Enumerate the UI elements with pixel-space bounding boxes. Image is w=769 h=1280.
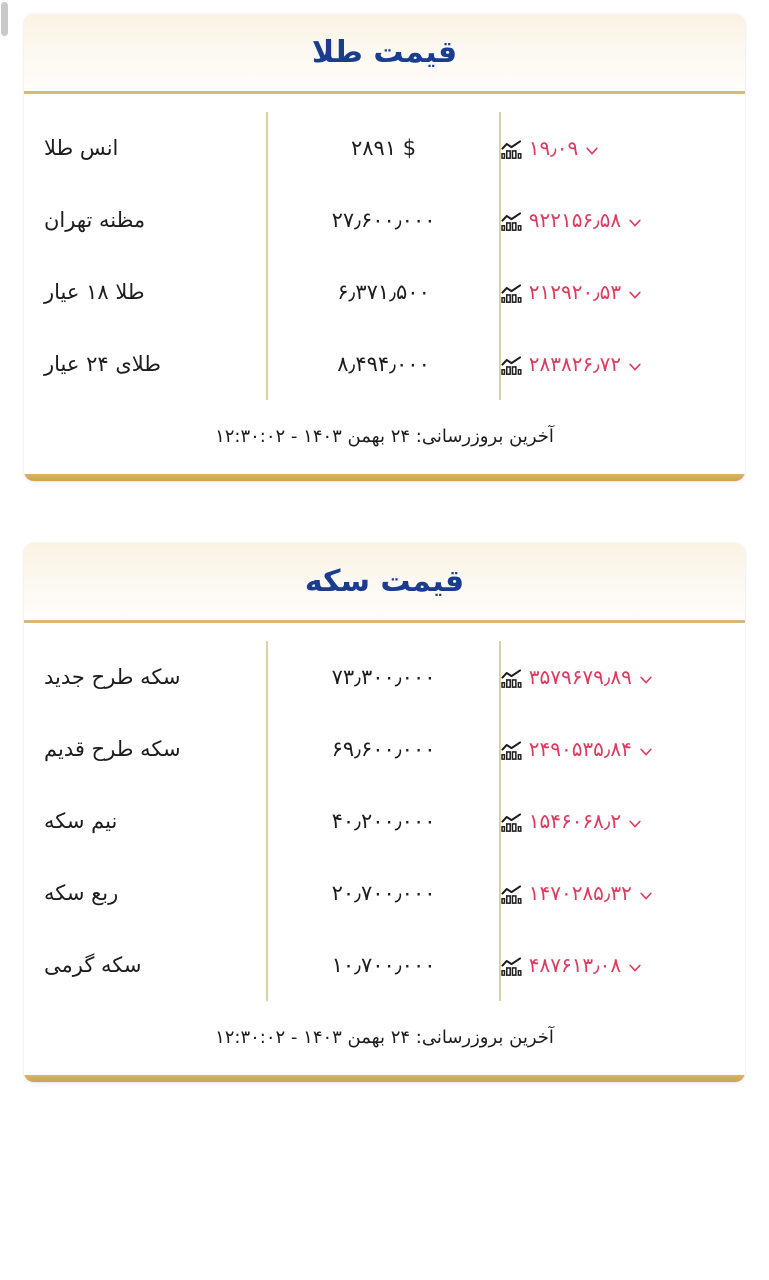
item-name-cell <box>24 184 267 256</box>
card-header <box>24 14 745 94</box>
change-cell[interactable] <box>500 929 745 1001</box>
change-cell[interactable] <box>500 112 745 184</box>
price-value: ۴۰٫۲۰۰٫۰۰۰ <box>331 809 436 833</box>
chevron-down-icon[interactable] <box>639 744 653 758</box>
change-value: ۱۹٫۰۹ <box>528 136 579 160</box>
bar-chart-trend-icon[interactable] <box>501 885 522 904</box>
item-name-cell <box>24 328 267 400</box>
price-cell <box>267 184 499 256</box>
item-name-cell <box>24 785 267 857</box>
table-row[interactable] <box>24 112 745 184</box>
page-title: قیمت سکه <box>304 564 465 599</box>
item-name: سکه گرمی <box>44 953 142 977</box>
change-cell[interactable] <box>500 256 745 328</box>
price-value: ۱۰٫۷۰۰٫۰۰۰ <box>331 953 436 977</box>
price-value: ۲۸۹۱ $ <box>350 136 417 160</box>
price-cell <box>267 328 499 400</box>
bar-chart-trend-icon[interactable] <box>501 140 522 159</box>
change-cell[interactable] <box>500 184 745 256</box>
change-value: ۲۱۲۹۲۰٫۵۳ <box>528 280 622 304</box>
price-cell <box>267 713 499 785</box>
chevron-down-icon[interactable] <box>628 359 642 373</box>
bar-chart-trend-icon[interactable] <box>501 669 522 688</box>
chevron-down-icon[interactable] <box>585 143 599 157</box>
table-row[interactable] <box>24 184 745 256</box>
chevron-down-icon[interactable] <box>628 816 642 830</box>
price-value: ۶۹٫۶۰۰٫۰۰۰ <box>331 737 436 761</box>
card-body <box>24 623 745 1001</box>
table-row[interactable] <box>24 713 745 785</box>
table-row[interactable] <box>24 929 745 1001</box>
item-name: مظنه تهران <box>44 208 146 232</box>
item-name-cell <box>24 256 267 328</box>
change-value: ۲۸۳۸۲۶٫۷۲ <box>528 352 622 376</box>
item-name: نیم سکه <box>44 809 118 833</box>
price-cell <box>267 112 499 184</box>
price-value: ۲۷٫۶۰۰٫۰۰۰ <box>331 208 436 232</box>
item-name-cell <box>24 929 267 1001</box>
table-row[interactable] <box>24 328 745 400</box>
change-value: ۳۵۷۹۶۷۹٫۸۹ <box>528 665 632 689</box>
bar-chart-trend-icon[interactable] <box>501 957 522 976</box>
scrollbar-thumb[interactable] <box>1 2 8 36</box>
chevron-down-icon[interactable] <box>628 215 642 229</box>
item-name: طلای ۲۴ عیار <box>44 352 162 376</box>
price-cell <box>267 256 499 328</box>
bar-chart-trend-icon[interactable] <box>501 284 522 303</box>
bar-chart-trend-icon[interactable] <box>501 212 522 231</box>
change-cell[interactable] <box>500 641 745 713</box>
price-value: ۷۳٫۳۰۰٫۰۰۰ <box>331 665 436 689</box>
item-name: سکه طرح جدید <box>44 665 181 689</box>
card-header <box>24 543 745 623</box>
item-name: انس طلا <box>44 136 119 160</box>
chevron-down-icon[interactable] <box>628 287 642 301</box>
item-name: طلا ۱۸ عیار <box>44 280 145 304</box>
change-cell[interactable] <box>500 328 745 400</box>
card-footer <box>24 400 745 481</box>
change-value: ۱۵۴۶۰۶۸٫۲ <box>528 809 622 833</box>
price-value: ۲۰٫۷۰۰٫۰۰۰ <box>331 881 436 905</box>
change-value: ۹۲۲۱۵۶٫۵۸ <box>528 208 622 232</box>
item-name-cell <box>24 641 267 713</box>
table-row[interactable] <box>24 857 745 929</box>
price-value: ۶٫۳۷۱٫۵۰۰ <box>337 280 430 304</box>
table-row[interactable] <box>24 256 745 328</box>
change-cell[interactable] <box>500 785 745 857</box>
price-cell <box>267 785 499 857</box>
card-footer <box>24 1001 745 1082</box>
chevron-down-icon[interactable] <box>639 888 653 902</box>
change-cell[interactable] <box>500 713 745 785</box>
table-row[interactable] <box>24 641 745 713</box>
price-cell <box>267 929 499 1001</box>
price-table <box>24 112 745 400</box>
price-card <box>24 543 745 1082</box>
bar-chart-trend-icon[interactable] <box>501 813 522 832</box>
price-cell <box>267 857 499 929</box>
page-scrollbar[interactable] <box>0 0 9 1280</box>
item-name-cell <box>24 857 267 929</box>
price-card <box>24 14 745 481</box>
bar-chart-trend-icon[interactable] <box>501 356 522 375</box>
change-value: ۴۸۷۶۱۳٫۰۸ <box>528 953 622 977</box>
price-cell <box>267 641 499 713</box>
item-name: سکه طرح قدیم <box>44 737 181 761</box>
chevron-down-icon[interactable] <box>639 672 653 686</box>
price-value: ۸٫۴۹۴٫۰۰۰ <box>337 352 430 376</box>
bar-chart-trend-icon[interactable] <box>501 741 522 760</box>
chevron-down-icon[interactable] <box>628 960 642 974</box>
cards-root <box>24 14 745 1082</box>
item-name: ربع سکه <box>44 881 119 905</box>
table-row[interactable] <box>24 785 745 857</box>
change-value: ۱۴۷۰۲۸۵٫۳۲ <box>528 881 632 905</box>
change-cell[interactable] <box>500 857 745 929</box>
price-table <box>24 641 745 1001</box>
change-value: ۲۴۹۰۵۳۵٫۸۴ <box>528 737 632 761</box>
card-body <box>24 94 745 400</box>
last-update-text: آخرین بروزرسانی: ۲۴ بهمن ۱۴۰۳ - ۱۲:۳۰:۰۲ <box>215 1027 554 1048</box>
last-update-text: آخرین بروزرسانی: ۲۴ بهمن ۱۴۰۳ - ۱۲:۳۰:۰۲ <box>215 426 554 447</box>
page-title: قیمت طلا <box>311 35 458 70</box>
item-name-cell <box>24 112 267 184</box>
item-name-cell <box>24 713 267 785</box>
